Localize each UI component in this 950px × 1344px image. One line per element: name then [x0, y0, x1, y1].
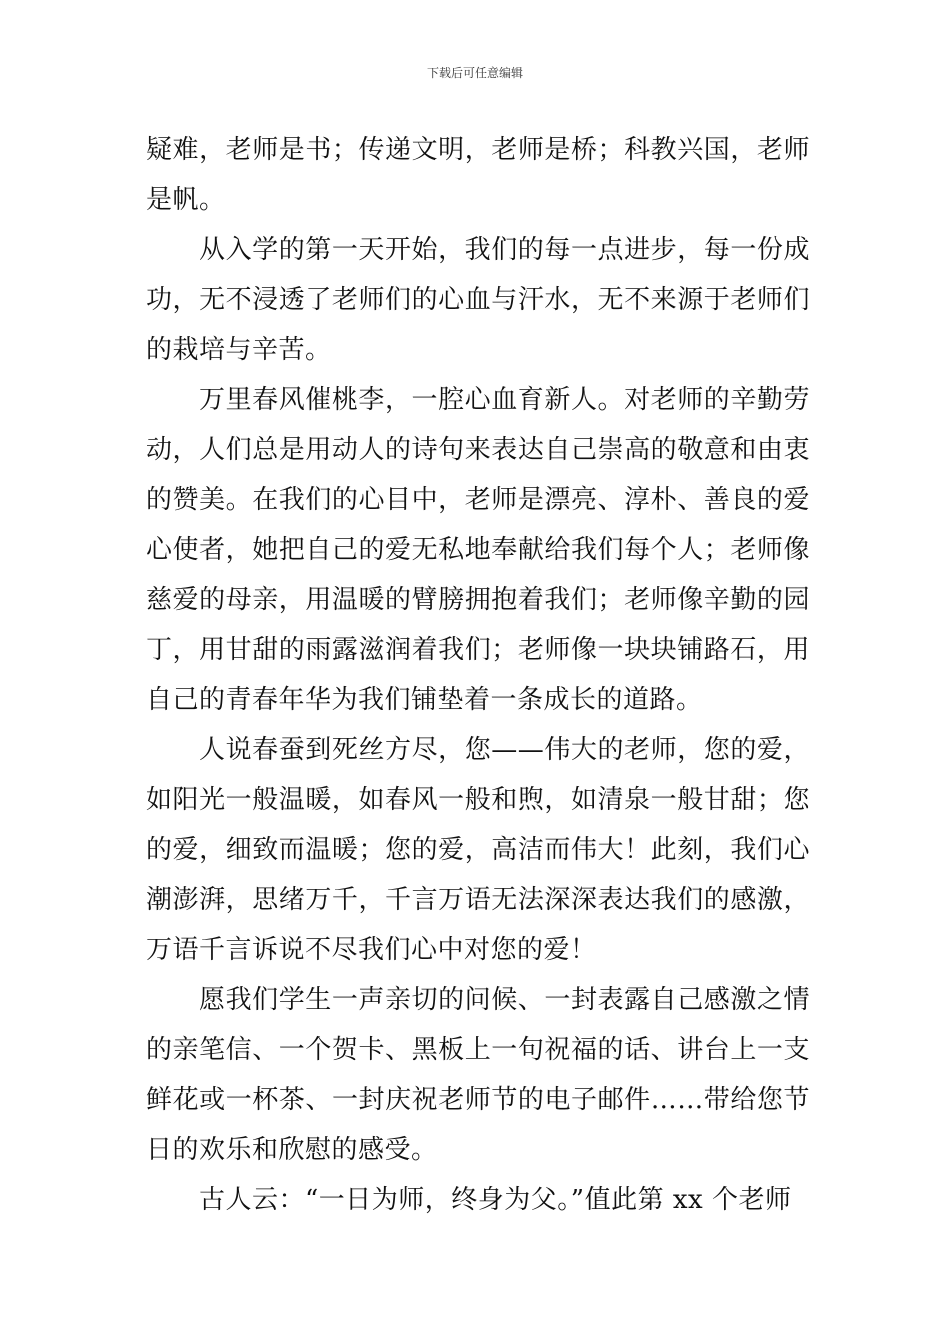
page-header: 下载后可任意编辑: [426, 66, 523, 80]
document-body: [146, 125, 810, 1225]
paragraph: 人说春蚕到死丝方尽，您——伟大的老师，您的爱，如阳光一般温暖，如春风一般和煦，如清泉一般甘甜；您的爱，细致而温暖；您的爱，高洁而伟大！此刻，我们心潮澎湃，思绪万千，千言万语无法深深表达我们的感激，万语千言诉说不尽我们心中对您的爱！: [146, 735, 810, 965]
paragraph: 古人云：“一日为师，终身为父。”值此第 xx 个老师: [199, 1185, 792, 1215]
paragraph: 愿我们学生一声亲切的问候、一封表露自己感激之情的亲笔信、一个贺卡、黑板上一句祝福的话、讲台上一支鲜花或一杯茶、一封庆祝老师节的电子邮件……带给您节日的欢乐和欣慰的感受。: [146, 985, 810, 1165]
paragraph: 疑难，老师是书；传递文明，老师是桥；科教兴国，老师是帆。: [146, 135, 810, 215]
paragraph: 万里春风催桃李，一腔心血育新人。对老师的辛勤劳动，人们总是用动人的诗句来表达自己崇高的敬意和由衷的赞美。在我们的心目中，老师是漂亮、淳朴、善良的爱心使者，她把自己的爱无私地奉献给我们每个人；老师像慈爱的母亲，用温暖的臂膀拥抱着我们；老师像辛勤的园丁，用甘甜的雨露滋润着我们；老师像一块块铺路石，用自己的青春年华为我们铺垫着一条成长的道路。: [146, 385, 810, 715]
paragraph: 从入学的第一天开始，我们的每一点进步，每一份成功，无不浸透了老师们的心血与汗水，无不来源于老师们的栽培与辛苦。: [146, 235, 810, 365]
